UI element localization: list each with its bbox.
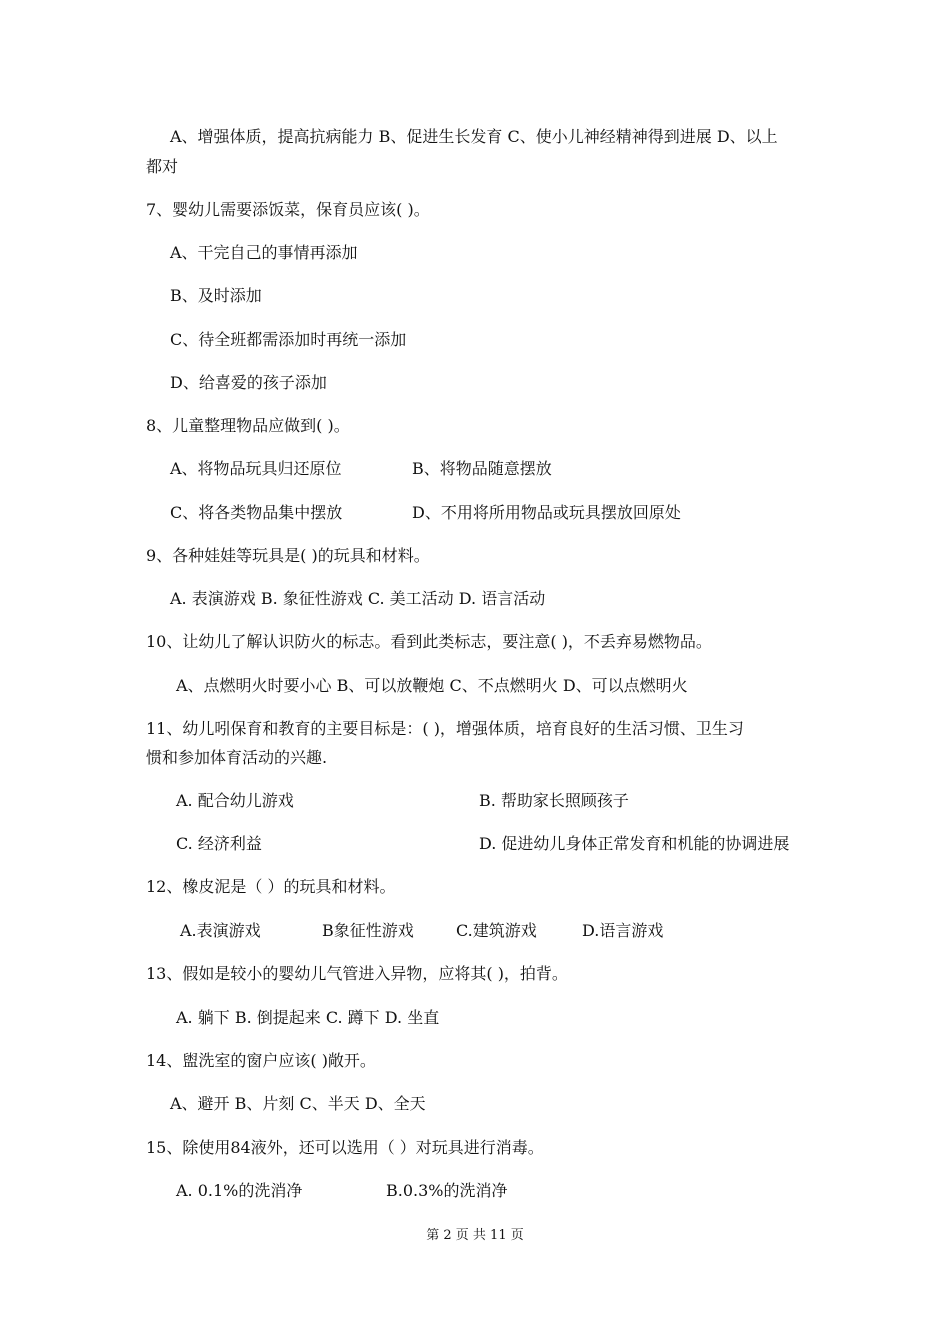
question-12: 12、橡皮泥是（ ）的玩具和材料。 [146,877,396,896]
question-14: 14、盥洗室的窗户应该( )敞开。 [146,1051,376,1070]
q8-option-c: C、将各类物品集中摆放 [170,503,343,522]
q12-option-a: A.表演游戏 [180,921,261,940]
q7-option-b: B、及时添加 [170,286,262,305]
q6-options-line2: 都对 [146,157,179,176]
question-7: 7、婴幼儿需要添饭菜，保育员应该( )。 [146,200,430,219]
q12-option-c: C.建筑游戏 [456,921,537,940]
question-9: 9、各种娃娃等玩具是( )的玩具和材料。 [146,546,430,565]
q8-option-d: D、不用将所用物品或玩具摆放回原处 [412,503,681,522]
q11-option-d: D. 促进幼儿身体正常发育和机能的协调进展 [479,834,790,853]
q13-options: A. 躺下 B. 倒提起来 C. 蹲下 D. 坐直 [176,1008,440,1027]
q11-option-c: C. 经济利益 [176,834,262,853]
question-11-line2: 惯和参加体育活动的兴趣. [146,748,328,767]
q15-option-a: A. 0.1%的洗消净 [176,1181,303,1200]
q7-option-d: D、给喜爱的孩子添加 [170,373,327,392]
q8-option-a: A、将物品玩具归还原位 [170,459,342,478]
q12-option-b: B象征性游戏 [322,921,414,940]
question-15: 15、除使用84液外，还可以选用（ ）对玩具进行消毒。 [146,1138,544,1157]
q6-options-line1: A、增强体质，提高抗病能力 B、促进生长发育 C、使小儿神经精神得到进展 D、以上 [170,127,778,146]
question-11-line1: 11、幼儿吲保育和教育的主要目标是：( )，增强体质，培育良好的生活习惯、卫生习 [146,719,744,738]
page-number-footer: 第 2 页 共 11 页 [426,1228,524,1243]
q7-option-a: A、干完自己的事情再添加 [170,243,358,262]
q15-option-b: B.0.3%的洗消净 [386,1181,508,1200]
q14-options: A、避开 B、片刻 C、半天 D、全天 [170,1094,426,1113]
q8-option-b: B、将物品随意摆放 [412,459,552,478]
q10-options: A、点燃明火时要小心 B、可以放鞭炮 C、不点燃明火 D、可以点燃明火 [176,676,688,695]
question-13: 13、假如是较小的婴幼儿气管进入异物，应将其( )，拍背。 [146,964,568,983]
question-10: 10、让幼儿了解认识防火的标志。看到此类标志，要注意( )，不丢弃易燃物品。 [146,632,712,651]
question-8: 8、儿童整理物品应做到( )。 [146,416,350,435]
q11-option-b: B. 帮助家长照顾孩子 [479,791,629,810]
q9-options: A. 表演游戏 B. 象征性游戏 C. 美工活动 D. 语言活动 [170,589,546,608]
q7-option-c: C、待全班都需添加时再统一添加 [170,330,407,349]
q11-option-a: A. 配合幼儿游戏 [176,791,294,810]
q12-option-d: D.语言游戏 [582,921,664,940]
